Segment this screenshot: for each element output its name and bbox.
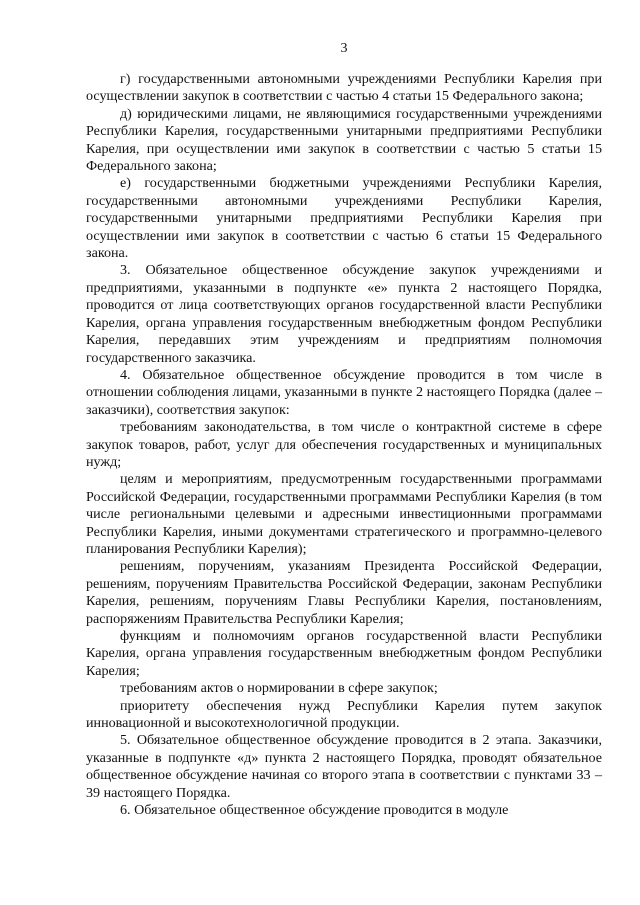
paragraph-item-3: 3. Обязательное общественное обсуждение закупок учреждениями и предприятиями, указанными в подпункте «е» пункта 2 настоящего Порядка, проводится от лица соответствующих органов государственной власти Республики Карелия, органа управления государственным внебюджетным фондом Республики Карелия, передавших этим учреждениям и предприятиям полномочия государственного заказчика. [86, 262, 602, 366]
paragraph-requirement-legislation: требованиям законодательства, в том числе о контрактной системе в сфере закупок товаров, работ, услуг для обеспечения государственных и муниципальных нужд; [86, 419, 602, 470]
paragraph-item-6: 6. Обязательное общественное обсуждение проводится в модуле [120, 802, 509, 819]
paragraph-item-4: 4. Обязательное общественное обсуждение проводится в том числе в отношении соблюдения лицами, указанными в пункте 2 настоящего Порядка (далее – заказчики), соответствия закупок: [86, 366, 602, 418]
page-number: 3 [340, 41, 348, 56]
paragraph-requirement-norms: требованиям актов о нормировании в сфере закупок; [120, 680, 438, 697]
paragraph-subitem-d: д) юридическими лицами, не являющимися государственными учреждениями Республики Карелия, государственными унитарными предприятиями Республики Карелия, при осуществлении ими закупок в соответствии с частью 5 статьи 15 Федерального закона; [86, 105, 602, 175]
document-body [86, 71, 602, 819]
paragraph-subitem-g: г) государственными автономными учреждениями Республики Карелия при осуществлении закупок в соответствии с частью 4 статьи 15 Федерального закона; [86, 71, 602, 105]
paragraph-requirement-decisions: решениям, поручениям, указаниям Президента Российской Федерации, решениям, поручениям Правительства Российской Федерации, законам Республики Карелия, решениям, поручениям Главы Республики Карелия, постановлениям, распоряжениям Правительства Республики Карелия; [86, 558, 602, 627]
paragraph-requirement-priority: приоритету обеспечения нужд Республики Карелия путем закупок инновационной и высокотехнологичной продукции. [86, 697, 602, 732]
paragraph-subitem-e: е) государственными бюджетными учреждениями Республики Карелия, государственными автономными учреждениями Республики Карелия, государственными унитарными предприятиями Республики Карелия при осуществлении ими закупок в соответствии с частью 6 статьи 15 Федерального закона. [86, 175, 602, 262]
paragraph-item-5: 5. Обязательное общественное обсуждение проводится в 2 этапа. Заказчики, указанные в подпункте «д» пункта 2 настоящего Порядка, проводят обязательное общественное обсуждение начиная со второго этапа в соответствии с пунктами 33 – 39 настоящего Порядка. [86, 732, 602, 801]
paragraph-requirement-programs: целям и мероприятиям, предусмотренным государственными программами Российской Федерации, государственными программами Республики Карелия (в том числе региональными целевыми и адресными инвестиционными программами Республики Карелия, иными документами стратегического и программно-целевого планирования Республики Карелия); [86, 471, 602, 557]
paragraph-requirement-functions: функциям и полномочиям органов государственной власти Республики Карелия, органа управления государственным внебюджетным фондом Республики Карелия; [86, 628, 602, 679]
